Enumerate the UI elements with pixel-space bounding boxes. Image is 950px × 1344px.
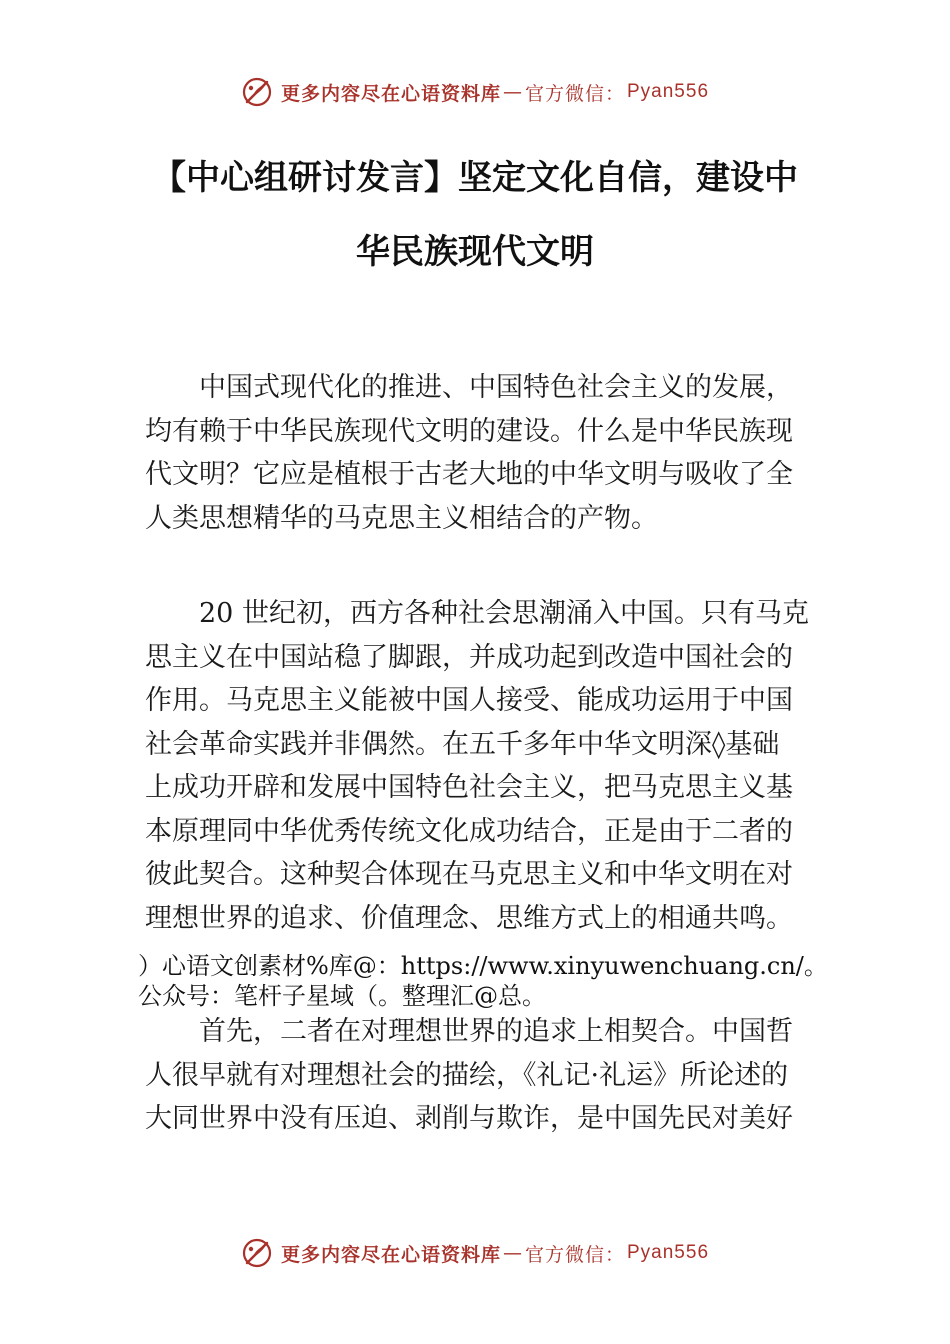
paragraph-line: 作用。马克思主义能被中国人接受、能成功运用于中国 bbox=[145, 685, 793, 716]
paragraph-line: 社会革命实践并非偶然。在五千多年中华文明深◊基础 bbox=[145, 728, 780, 760]
header-banner bbox=[0, 72, 950, 112]
banner-brand-text: 更多内容尽在心语资料库 bbox=[280, 1243, 501, 1266]
document-title-line-1: 【中心组研讨发言】坚定文化自信，建设中 bbox=[152, 158, 798, 198]
paragraph-line: 20 世纪初，西方各种社会思潮涌入中国。只有马克 bbox=[199, 598, 809, 629]
quill-seal-logo-icon bbox=[241, 76, 273, 108]
paragraph-line: 上成功开辟和发展中国特色社会主义，把马克思主义基 bbox=[145, 772, 793, 803]
watermark-line-1: ）心语文创素材%库@：https://www.xinyuwenchuang.cn/。 bbox=[138, 952, 828, 980]
paragraph-1 bbox=[145, 366, 815, 540]
paragraph-line: 中国式现代化的推进、中国特色社会主义的发展， bbox=[199, 372, 793, 403]
banner-brand-text: 更多内容尽在心语资料库 bbox=[280, 82, 501, 105]
paragraph-line: 人很早就有对理想社会的描绘，《礼记·礼运》所论述的 bbox=[145, 1059, 789, 1091]
paragraph-line: 本原理同中华优秀传统文化成功结合，正是由于二者的 bbox=[145, 815, 793, 847]
paragraph-line: 首先，二者在对理想世界的追求上相契合。中国哲 bbox=[199, 1016, 793, 1047]
footer-banner bbox=[0, 1233, 950, 1273]
paragraph-line: 彼此契合。这种契合体现在马克思主义和中华文明在对 bbox=[145, 859, 793, 890]
paragraph-line: 思主义在中国站稳了脚跟，并成功起到改造中国社会的 bbox=[145, 641, 793, 673]
paragraph-3 bbox=[145, 1010, 815, 1141]
banner-wechat-label: 官方微信： bbox=[524, 1243, 625, 1266]
banner-wechat-label: 官方微信： bbox=[524, 82, 625, 105]
paragraph-2 bbox=[145, 592, 815, 940]
paragraph-line: 均有赖于中华民族现代文明的建设。什么是中华民族现 bbox=[145, 415, 793, 447]
banner-separator: — bbox=[502, 1242, 523, 1264]
paragraph-line: 人类思想精华的马克思主义相结合的产物。 bbox=[145, 502, 658, 534]
banner-wechat-id: Pyan556 bbox=[627, 81, 710, 102]
banner-separator: — bbox=[502, 81, 523, 103]
paragraph-line: 理想世界的追求、价值理念、思维方式上的相通共鸣。 bbox=[145, 902, 793, 934]
watermark-line-2: 公众号：笔杆子星域（。整理汇@总。 bbox=[138, 982, 546, 1010]
document-title-line-2: 华民族现代文明 bbox=[356, 232, 594, 272]
paragraph-line: 代文明？它应是植根于古老大地的中华文明与吸收了全 bbox=[145, 459, 793, 490]
paragraph-line: 大同世界中没有压迫、剥削与欺诈，是中国先民对美好 bbox=[145, 1103, 793, 1134]
banner-wechat-id: Pyan556 bbox=[627, 1242, 710, 1263]
quill-seal-logo-icon bbox=[241, 1237, 273, 1269]
